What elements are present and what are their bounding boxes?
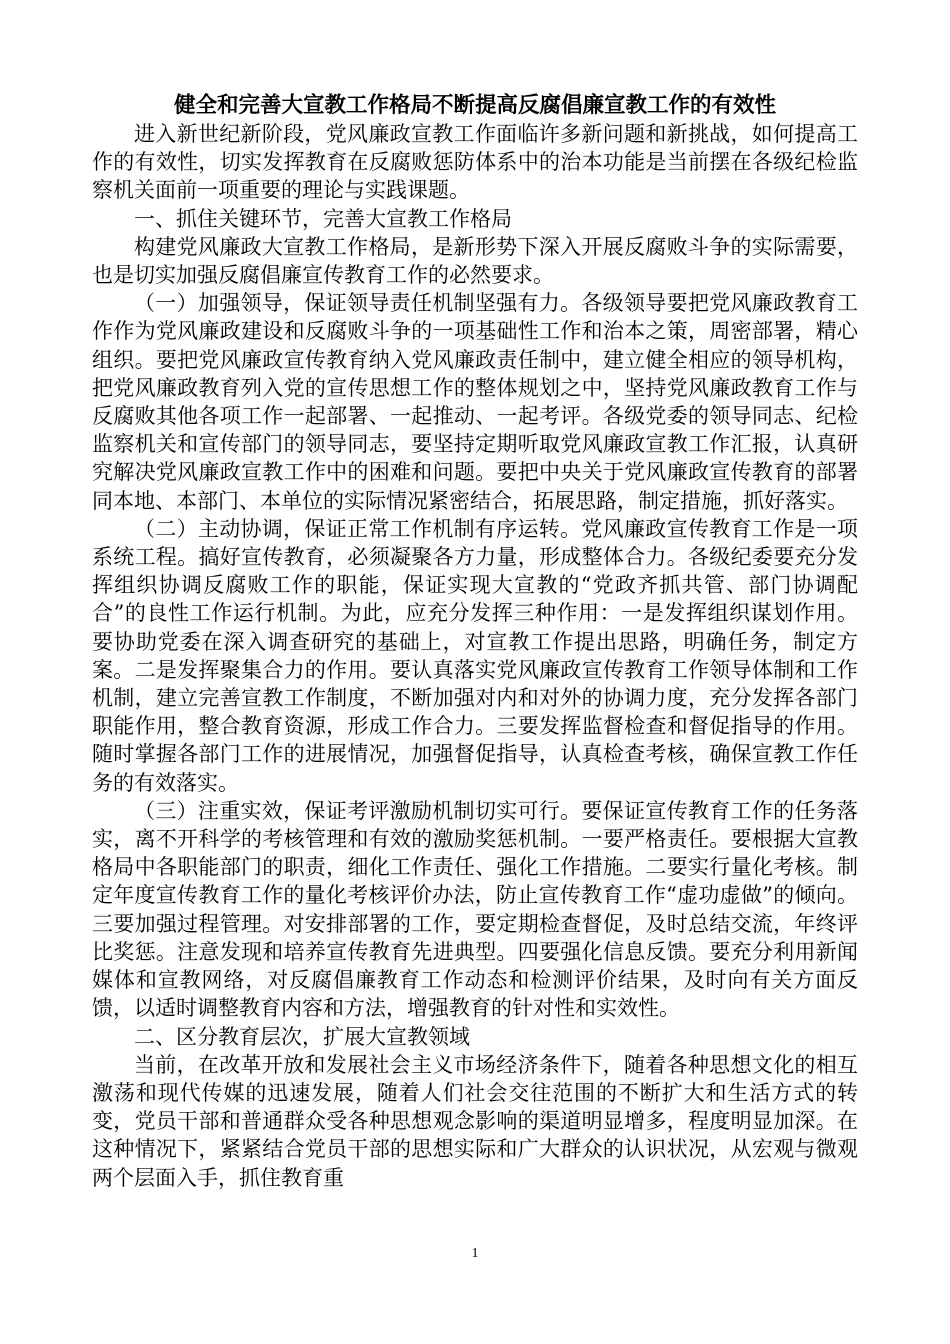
section-1-paragraph: 构建党风廉政大宣教工作格局，是新形势下深入开展反腐败斗争的实际需要，也是切实加强反腐倡廉宣传教育工作的必然要求。 bbox=[92, 234, 858, 288]
section-heading-2: 二、区分教育层次，扩展大宣教领域 bbox=[134, 1024, 470, 1049]
intro-paragraph: 进入新世纪新阶段，党风廉政宣教工作面临许多新问题和新挑战，如何提高工作的有效性，切实发挥教育在反腐败惩防体系中的治本功能是当前摆在各级纪检监察机关面前一项重要的理论与实践课题。 bbox=[92, 122, 858, 203]
page-number: 1 bbox=[471, 1246, 479, 1261]
section-heading-1: 一、抓住关键环节，完善大宣教工作格局 bbox=[134, 206, 512, 231]
document-title: 健全和完善大宣教工作格局不断提高反腐倡廉宣教工作的有效性 bbox=[173, 93, 776, 118]
subsection-1-paragraph: （一）加强领导，保证领导责任机制坚强有力。各级领导要把党风廉政教育工作作为党风廉政建设和反腐败斗争的一项基础性工作和治本之策，周密部署，精心组织。要把党风廉政宣传教育纳入党风廉政责任制中，建立健全相应的领导机构，把党风廉政教育列入党的宣传思想工作的整体规划之中，坚持党风廉政教育工作与反腐败其他各项工作一起部署、一起推动、一起考评。各级党委的领导同志、纪检监察机关和宣传部门的领导同志，要坚持定期听取党风廉政宣教工作汇报，认真研究解决党风廉政宣教工作中的困难和问题。要把中央关于党风廉政宣传教育的部署同本地、本部门、本单位的实际情况紧密结合，拓展思路，制定措施，抓好落实。 bbox=[92, 291, 858, 513]
subsection-2-paragraph: （二）主动协调，保证正常工作机制有序运转。党风廉政宣传教育工作是一项系统工程。搞好宣传教育，必须凝聚各方力量，形成整体合力。各级纪委要充分发挥组织协调反腐败工作的职能，保证实现大宣教的“党政齐抓共管、部门协调配合”的良性工作运行机制。为此，应充分发挥三种作用：一是发挥组织谋划作用。要协助党委在深入调查研究的基础上，对宣教工作提出思路，明确任务，制定方案。二是发挥聚集合力的作用。要认真落实党风廉政宣传教育工作领导体制和工作机制，建立完善宣教工作制度，不断加强对内和对外的协调力度，充分发挥各部门职能作用，整合教育资源，形成工作合力。三要发挥监督检查和督促指导的作用。随时掌握各部门工作的进展情况，加强督促指导，认真检查考核，确保宣教工作任务的有效落实。 bbox=[92, 516, 858, 795]
section-2-paragraph: 当前，在改革开放和发展社会主义市场经济条件下，随着各种思想文化的相互激荡和现代传媒的迅速发展，随着人们社会交往范围的不断扩大和生活方式的转变，党员干部和普通群众受各种思想观念影响的渠道明显增多，程度明显加深。在这种情况下，紧紧结合党员干部的思想实际和广大群众的认识状况，从宏观与微观两个层面入手，抓住教育重 bbox=[92, 1052, 858, 1190]
subsection-3-paragraph: （三）注重实效，保证考评激励机制切实可行。要保证宣传教育工作的任务落实，离不开科学的考核管理和有效的激励奖惩机制。一要严格责任。要根据大宣教格局中各职能部门的职责，细化工作责任、强化工作措施。二要实行量化考核。制定年度宣传教育工作的量化考核评价办法，防止宣传教育工作“虚功虚做”的倾向。三要加强过程管理。对安排部署的工作，要定期检查督促，及时总结交流，年终评比奖惩。注意发现和培养宣传教育先进典型。四要强化信息反馈。要充分利用新闻媒体和宣教网络，对反腐倡廉教育工作动态和检测评价结果，及时向有关方面反馈，以适时调整教育内容和方法，增强教育的针对性和实效性。 bbox=[92, 798, 858, 1021]
document-body bbox=[92, 92, 858, 1192]
